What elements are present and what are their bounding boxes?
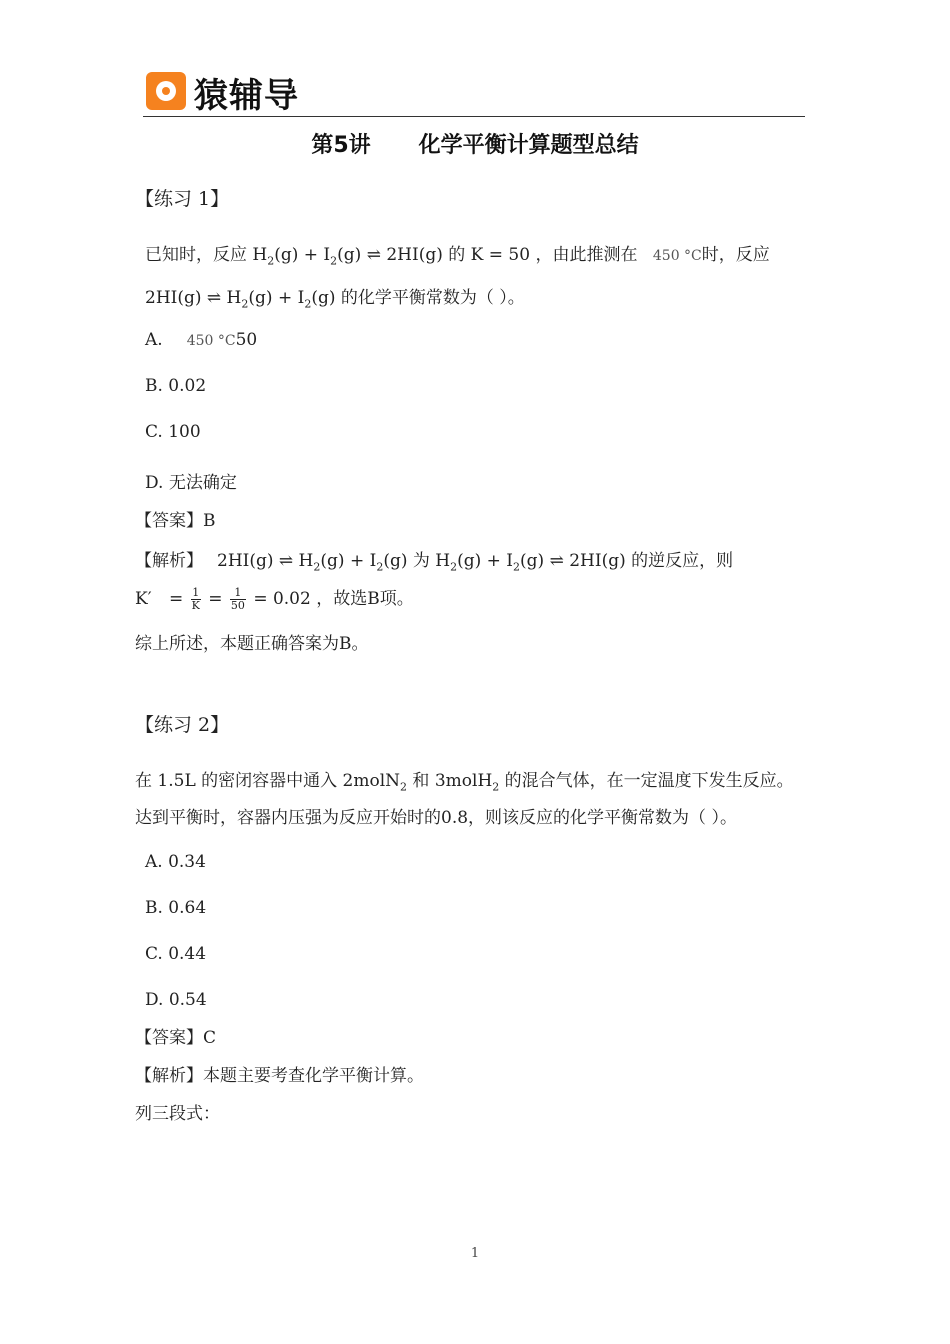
page-title (0, 128, 950, 159)
ex1-answer: 【答案】B (135, 511, 216, 531)
ex1-temp: 450 °C (652, 248, 702, 264)
ex1-analysis: 【解析】 2HI(g) ⇌ $H_2(g) + I_2(g)$ 为 $H_2(g) + I_2(g)$ ⇌ 2HI(g) 的逆反应，则 (135, 551, 734, 574)
ex2-option-c: C. 0.44 (145, 944, 207, 964)
ex1-k-formula: K′ = $\frac{1}{K}$ = $\frac{1}{50}$ = 0.02 ，故选B项。 (135, 586, 414, 612)
ex2-question-line1: 在 1.5L 的密闭容器中通入 2molN$_2$ 和 3molH$_2$ 的混合气体，在一定温度下发生反应。 (135, 771, 794, 794)
fraction-1-over-50: $\frac{1}{50}$ (230, 586, 245, 612)
ex1-option-c: C. 100 (145, 422, 201, 442)
ex1-option-b: B. 0.02 (145, 376, 207, 396)
page-number: 1 (470, 1246, 480, 1261)
ex1-question-line2: 2HI(g) ⇌ $H_2(g) + I_2(g)$ 的化学平衡常数为（ ）。 (145, 288, 525, 311)
ex2-answer: 【答案】C (135, 1028, 217, 1048)
ex2-three-step: 列三段式： (135, 1104, 220, 1124)
ex1-option-d: D. 无法确定 (145, 473, 237, 493)
ex2-analysis: 【解析】本题主要考查化学平衡计算。 (135, 1066, 424, 1086)
ex1-option-a: A. 450 °C50 (145, 330, 258, 350)
lecture-number: 第5讲 (311, 133, 371, 158)
brand-name: 猿辅导 (194, 76, 299, 116)
brand-logo-icon (146, 72, 186, 110)
lecture-title: 化学平衡计算题型总结 (418, 133, 639, 158)
ex1-summary: 综上所述，本题正确答案为B。 (135, 634, 369, 654)
ex1-heading: 【练习 1】 (135, 188, 230, 210)
ex2-question-line2: 达到平衡时，容器内压强为反应开始时的0.8，则该反应的化学平衡常数为（ ）。 (135, 808, 737, 828)
ex2-option-b: B. 0.64 (145, 898, 207, 918)
header-divider (143, 116, 805, 117)
ex2-option-d: D. 0.54 (145, 990, 207, 1010)
ex2-heading: 【练习 2】 (135, 714, 230, 736)
ex2-option-a: A. 0.34 (145, 852, 206, 872)
fraction-1-over-k: $\frac{1}{K}$ (191, 586, 200, 612)
ex1-question-line1: 已知时，反应 $H_2(g) + I_2(g)$ ⇌ 2HI(g) 的 K = 50 ，由此推测在 450 °C时，反应 (145, 245, 770, 268)
